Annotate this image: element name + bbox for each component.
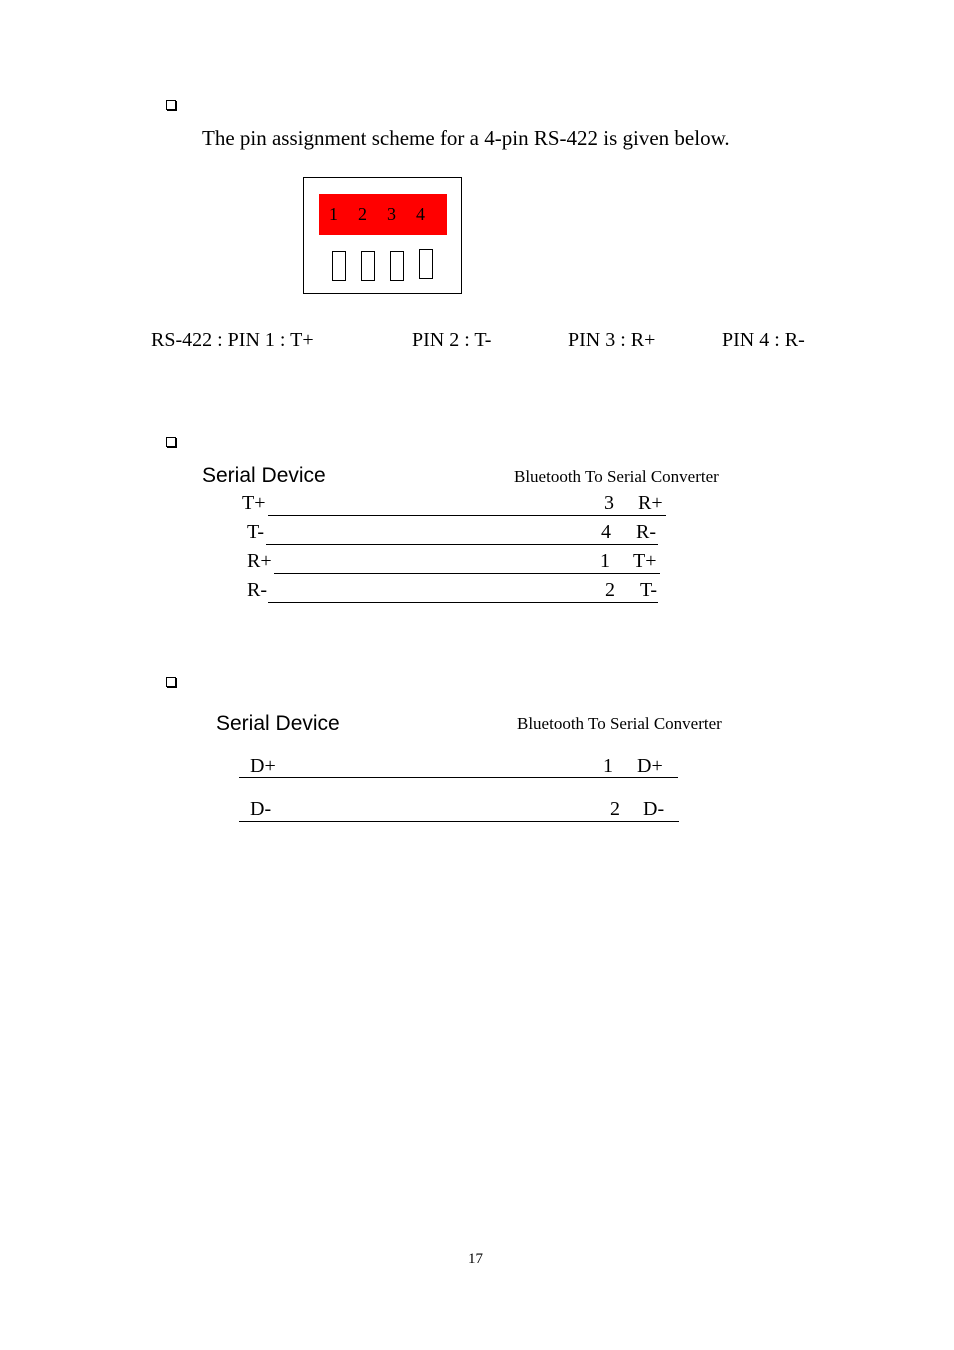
page-number: 17 <box>468 1251 483 1267</box>
wire-line <box>274 573 660 574</box>
intro-text: The pin assignment scheme for a 4-pin RS-422 is given below. <box>202 126 730 150</box>
pin-map-item: RS-422 : PIN 1 : T+ <box>151 329 314 351</box>
wire-pin: 4 <box>601 521 611 543</box>
wire-pin: 2 <box>610 798 620 820</box>
wire-pin: 2 <box>605 579 615 601</box>
wire-right-label: D- <box>643 798 665 820</box>
wire-right-label: D+ <box>637 755 663 777</box>
checkbox-bullet-icon <box>166 437 176 447</box>
wire-line <box>268 602 658 603</box>
wire-right-label: T+ <box>633 550 657 572</box>
serial-device-header: Serial Device <box>216 712 340 735</box>
pin-map-item: PIN 3 : R+ <box>568 329 656 351</box>
checkbox-bullet-icon <box>166 677 176 687</box>
serial-device-header: Serial Device <box>202 464 326 487</box>
wire-line <box>268 515 666 516</box>
rs422-connector-diagram <box>303 177 462 294</box>
wire-pin: 1 <box>600 550 610 572</box>
wire-right-label: R- <box>636 521 656 543</box>
wire-left-label: T- <box>247 521 265 543</box>
checkbox-bullet-icon <box>166 100 176 110</box>
connector-slot <box>361 251 375 281</box>
connector-pin-label: 2 <box>358 204 367 224</box>
connector-pin-label: 3 <box>387 204 396 224</box>
wire-left-label: T+ <box>242 492 266 514</box>
wire-right-label: R+ <box>638 492 663 514</box>
connector-pin-label: 1 <box>329 204 338 224</box>
converter-header: Bluetooth To Serial Converter <box>517 714 722 733</box>
connector-pin-strip <box>319 194 447 235</box>
pin-map-item: PIN 4 : R- <box>722 329 805 351</box>
pin-map-item: PIN 2 : T- <box>412 329 492 351</box>
wire-left-label: R- <box>247 579 267 601</box>
wire-left-label: D+ <box>250 755 276 777</box>
wire-line <box>266 544 658 545</box>
connector-pin-label: 4 <box>416 204 425 224</box>
wire-left-label: D- <box>250 798 272 820</box>
wire-line <box>239 821 679 822</box>
connector-slot <box>332 251 346 281</box>
wire-pin: 3 <box>604 492 614 514</box>
connector-slot <box>419 249 433 279</box>
connector-slot <box>390 251 404 281</box>
wire-left-label: R+ <box>247 550 272 572</box>
wire-right-label: T- <box>640 579 658 601</box>
wire-pin: 1 <box>603 755 613 777</box>
converter-header: Bluetooth To Serial Converter <box>514 467 719 486</box>
